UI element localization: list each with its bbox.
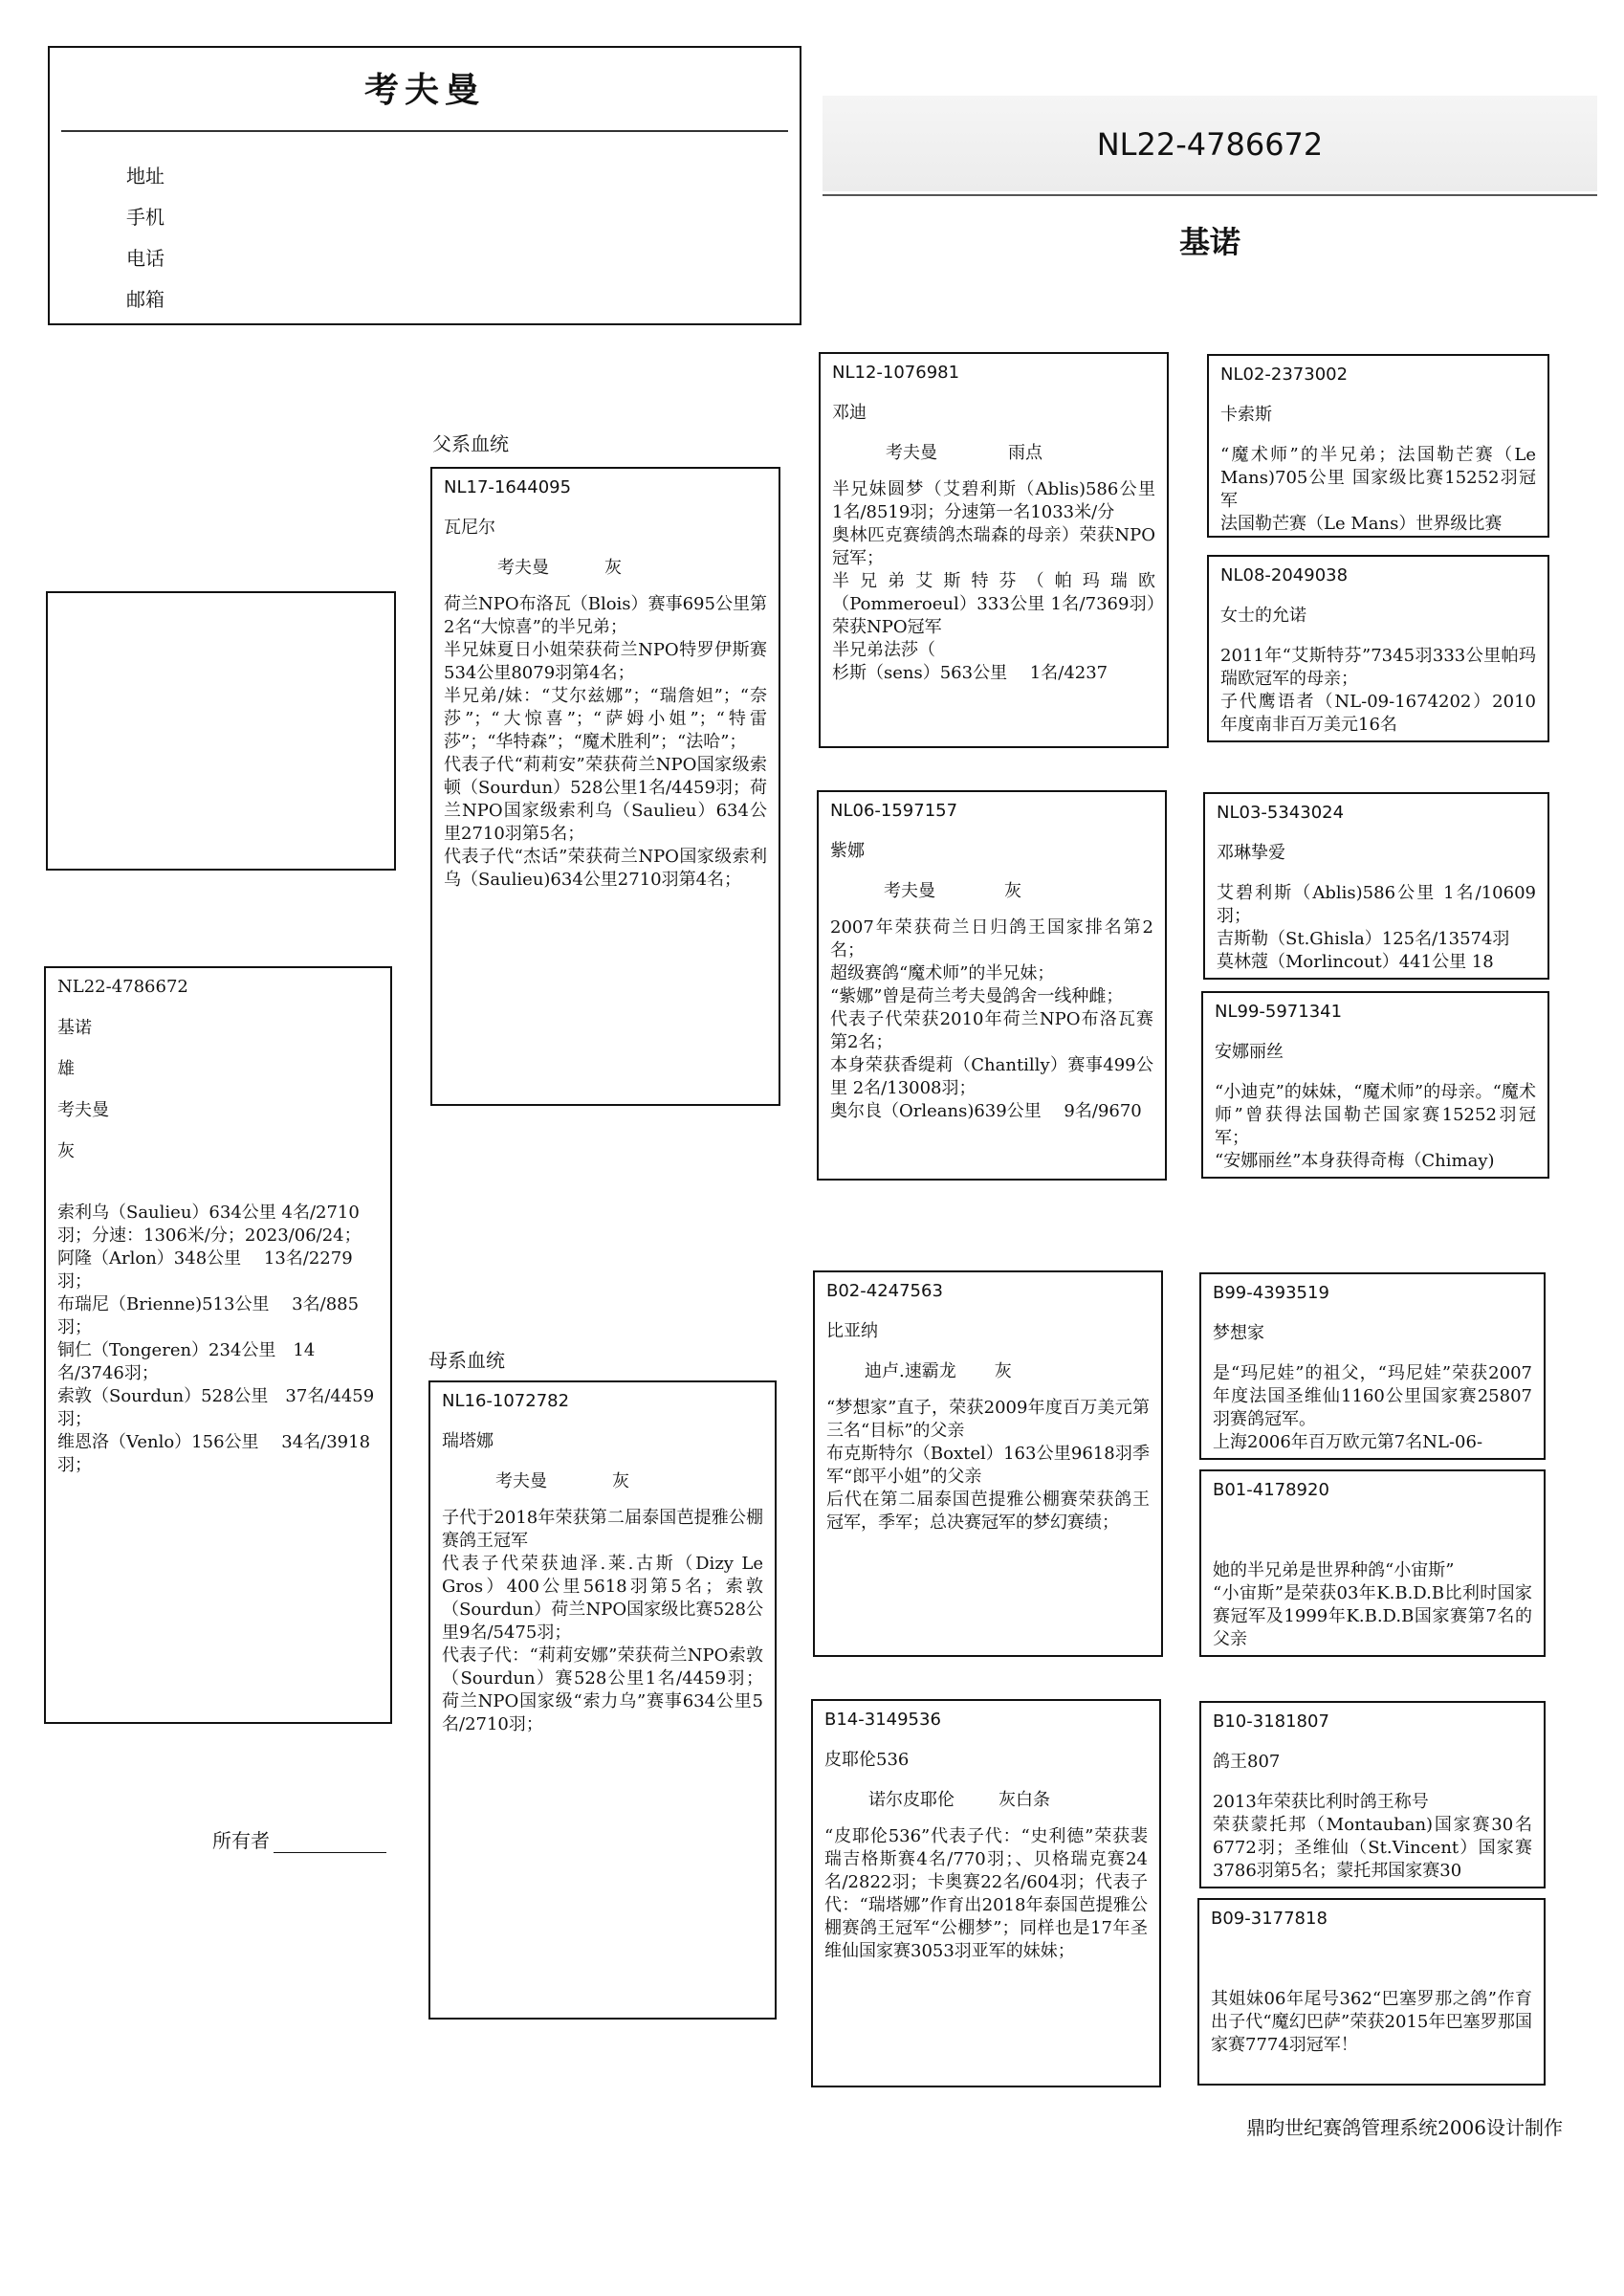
dam-dam-dam-description: 其姐妹06年尾号362“巴塞罗那之鸽”作育出子代“魔幻巴萨”荣获2015年巴塞罗那国家赛7774羽冠军！ (1211, 1989, 1532, 2055)
sire-dam-sire-description: 艾碧利斯（Ablis)586公里 1名/10609羽； 吉斯勒（St.Ghisla）125名/13574羽 莫林蔻（Morlincout）441公里 18 (1217, 883, 1536, 972)
phone-label: 电话 (126, 247, 165, 270)
footer-credit: 鼎昀世纪赛鸽管理系统2006设计制作 (1246, 2116, 1563, 2139)
subject-results: 索利乌（Saulieu）634公里 4名/2710羽；分速：1306米/分；2023/06/24； 阿隆（Arlon）348公里 13名/2279羽； 布瑞尼（Brienne)513公里 3名/885羽； 铜仁（Tongeren）234公里 14名/3746羽； 索敦（Sourdun）528公里 37名/4459羽； 维恩洛（Venlo）156公里 34名/3918羽； (57, 1203, 375, 1475)
sire-sire-sire-box (1207, 354, 1549, 538)
dam-box (428, 1380, 777, 2020)
dam-breeder: 考夫曼 (495, 1471, 547, 1491)
sire-dam-sire-ring: NL03-5343024 (1217, 803, 1345, 823)
dam-dam-dam-box (1197, 1898, 1546, 2086)
dam-dam-sire-ring: B10-3181807 (1213, 1711, 1329, 1732)
sire-ring: NL17-1644095 (444, 477, 572, 497)
owner-signature (212, 1825, 386, 1853)
dam-sire-sire-name: 梦想家 (1213, 1323, 1264, 1343)
sire-sire-dam-ring: NL08-2049038 (1220, 565, 1349, 585)
dam-dam-name: 皮耶伦536 (824, 1750, 910, 1770)
dam-dam-sire-description: 2013年荣获比利时鸽王称号 荣获蒙托邦（Montauban)国家赛30名6772羽；圣维仙（St.Vincent）国家赛3786羽第5名；蒙托邦国家赛30 (1213, 1792, 1532, 1881)
owner-divider (61, 130, 788, 132)
dam-sire-sire-ring: B99-4393519 (1213, 1283, 1329, 1303)
dam-sire-box (813, 1270, 1163, 1657)
dam-ring: NL16-1072782 (442, 1391, 570, 1411)
dam-sire-description: “梦想家”直子，荣获2009年度百万美元第三名“目标”的父亲 布克斯特尔（Boxtel）163公里9618羽季军“郎平小姐”的父亲 后代在第二届泰国芭提雅公棚赛荣获鸽王冠军，季军；总决赛冠军的梦幻赛绩； (826, 1398, 1150, 1533)
dam-dam-ring: B14-3149536 (824, 1710, 941, 1730)
owner-signature-line (274, 1833, 386, 1853)
dam-dam-dam-name (1211, 1948, 1532, 1971)
sire-sire-sire-ring: NL02-2373002 (1220, 364, 1349, 385)
sire-sire-ring: NL12-1076981 (832, 363, 960, 383)
sire-dam-sire-box (1203, 792, 1549, 980)
dam-sire-dam-box (1199, 1469, 1546, 1657)
owner-name: 考夫曼 (363, 70, 485, 110)
dam-sire-dam-name (1213, 1519, 1532, 1542)
dam-sire-dam-ring: B01-4178920 (1213, 1480, 1329, 1500)
subject-ring: NL22-4786672 (57, 977, 188, 997)
sire-dam-ring: NL06-1597157 (830, 801, 958, 821)
sire-dam-dam-name: 安娜丽丝 (1215, 1042, 1284, 1062)
subject-name: 基诺 (57, 1018, 92, 1038)
header-ring-number: NL22-4786672 (1096, 126, 1324, 163)
sire-name: 瓦尼尔 (444, 518, 495, 538)
sire-sire-sire-description: “魔术师”的半兄弟；法国勒芒赛（Le Mans)705公里 国家级比赛15252羽冠军 法国勒芒赛（Le Mans）世界级比赛 (1220, 445, 1536, 534)
email-label: 邮箱 (126, 288, 165, 311)
subject-sex: 雄 (57, 1059, 75, 1079)
sire-line-label: 父系血统 (432, 432, 509, 455)
sire-sire-dam-box (1207, 555, 1549, 742)
sire-sire-description: 半兄妹圆梦（艾碧利斯（Ablis)586公里 1名/8519羽；分速第一名1033米/分 奥林匹克赛绩鸽杰瑞森的母亲）荣获NPO冠军； 半兄弟艾斯特芬（帕玛瑞欧（Pommeroeul）333公里 1名/7369羽）荣获NPO冠军 半兄弟法莎（ 杉斯（sens）563公里 1名/4237 (832, 479, 1155, 683)
dam-dam-color: 灰白条 (999, 1790, 1050, 1810)
sire-dam-description: 2007年荣获荷兰日归鸽王国家排名第2名； 超级赛鸽“魔术师”的半兄妹； “紫娜”曾是荷兰考夫曼鸽舍一线种雌； 代表子代荣获2010年荷兰NPO布洛瓦赛第2名； 本身荣获香缇莉（Chantilly）赛事499公里 2名/13008羽； 奥尔良（Orleans)639公里 9名/9670 (830, 917, 1153, 1121)
dam-sire-dam-description: 她的半兄弟是世界种鸽“小宙斯” “小宙斯”是荣获03年K.B.D.B比利时国家赛冠军及1999年K.B.D.B国家赛第7名的父亲 (1213, 1560, 1532, 1649)
sire-sire-color: 雨点 (1008, 443, 1042, 463)
dam-dam-dam-ring: B09-3177818 (1211, 1909, 1328, 1929)
dam-dam-box (811, 1699, 1161, 2087)
sire-dam-sire-name: 邓琳挚爱 (1217, 843, 1285, 863)
dam-sire-breeder: 迪卢.速霸龙 (865, 1361, 956, 1381)
dam-sire-sire-description: 是“玛尼娃”的祖父，“玛尼娃”荣获2007年度法国圣维仙1160公里国家赛25807羽赛鸽冠军。 上海2006年百万欧元第7名NL-06- (1213, 1363, 1532, 1452)
sire-color: 灰 (604, 558, 622, 578)
dam-sire-color: 灰 (994, 1361, 1012, 1381)
dam-dam-sire-name: 鸽王807 (1213, 1752, 1281, 1772)
sire-dam-breeder: 考夫曼 (884, 881, 935, 901)
dam-sire-ring: B02-4247563 (826, 1281, 943, 1301)
sire-description: 荷兰NPO布洛瓦（Blois）赛事695公里第2名“大惊喜”的半兄弟； 半兄妹夏日小姐荣获荷兰NPO特罗伊斯赛534公里8079羽第4名； 半兄弟/妹：“艾尔兹娜”；“瑞詹妲”；“奈莎”；“大惊喜”；“萨姆小姐”；“特雷莎”；“华特森”；“魔术胜利”；“法哈”； 代表子代“莉莉安”荣获荷兰NPO国家级索顿（Sourdun）528公里1名/4459羽；荷兰NPO国家级索利乌（Saulieu）634公里2710羽第5名； 代表子代“杰话”荣获荷兰NPO国家级索利乌（Saulieu)634公里2710羽第4名； (444, 594, 767, 890)
sire-dam-dam-description: “小迪克”的妹妹，“魔术师”的母亲。“魔术师”曾获得法国勒芒国家赛15252羽冠军； “安娜丽丝”本身获得奇梅（Chimay) (1215, 1082, 1536, 1171)
sire-sire-breeder: 考夫曼 (886, 443, 937, 463)
sire-sire-dam-description: 2011年“艾斯特芬”7345羽333公里帕玛瑞欧冠军的母亲； 子代鹰语者（NL-09-1674202）2010年度南非百万美元16名 (1220, 646, 1536, 735)
dam-description: 子代于2018年荣获第二届泰国芭提雅公棚赛鸽王冠军 代表子代荣获迪泽.莱.古斯（Dizy Le Gros）400公里5618羽第5名；索敦（Sourdun）荷兰NPO国家级比赛528公里9名/5475羽； 代表子代：“莉莉安娜”荣获荷兰NPO索敦（Sourdun）赛528公里1名/4459羽；荷兰NPO国家级“索力乌”赛事634公里5名/2710羽； (442, 1508, 763, 1734)
sire-sire-name: 邓迪 (832, 403, 867, 423)
sire-dam-color: 灰 (1004, 881, 1021, 901)
sire-dam-dam-ring: NL99-5971341 (1215, 1002, 1343, 1022)
owner-signature-label: 所有者 (212, 1829, 270, 1852)
sire-dam-box (817, 790, 1167, 1181)
dam-sire-name: 比亚纳 (826, 1321, 878, 1341)
subject-breeder: 考夫曼 (57, 1100, 109, 1120)
sire-sire-sire-name: 卡索斯 (1220, 405, 1272, 425)
sire-sire-dam-name: 女士的允诺 (1220, 606, 1306, 626)
header-pigeon-name: 基诺 (1178, 224, 1240, 260)
sire-breeder: 考夫曼 (497, 558, 549, 578)
sire-dam-dam-box (1201, 991, 1549, 1179)
address-label: 地址 (126, 165, 165, 188)
dam-dam-description: “皮耶伦536”代表子代：“史利德”荣获裴瑞吉格斯赛4名/770羽；、贝格瑞克赛24名/2822羽；卡奥赛22名/604羽；代表子代：“瑞塔娜”作育出2018年泰国芭提雅公棚赛鸽王冠军“公棚梦”；同样也是17年圣维仙国家赛3053羽亚军的妹妹； (824, 1826, 1148, 1961)
subject-color: 灰 (57, 1141, 75, 1161)
dam-dam-breeder: 诺尔皮耶伦 (868, 1790, 955, 1810)
owner-box (48, 46, 801, 325)
dam-dam-sire-box (1199, 1701, 1546, 1888)
sire-dam-name: 紫娜 (830, 841, 865, 861)
sire-box (430, 467, 780, 1106)
subject-pigeon-box (44, 966, 392, 1724)
header-divider (823, 194, 1597, 196)
mobile-label: 手机 (126, 206, 165, 229)
dam-name: 瑞塔娜 (442, 1431, 494, 1451)
dam-line-label: 母系血统 (428, 1349, 505, 1372)
photo-placeholder (46, 591, 396, 871)
dam-sire-sire-box (1199, 1272, 1546, 1460)
dam-color: 灰 (612, 1471, 629, 1491)
sire-sire-box (819, 352, 1169, 748)
